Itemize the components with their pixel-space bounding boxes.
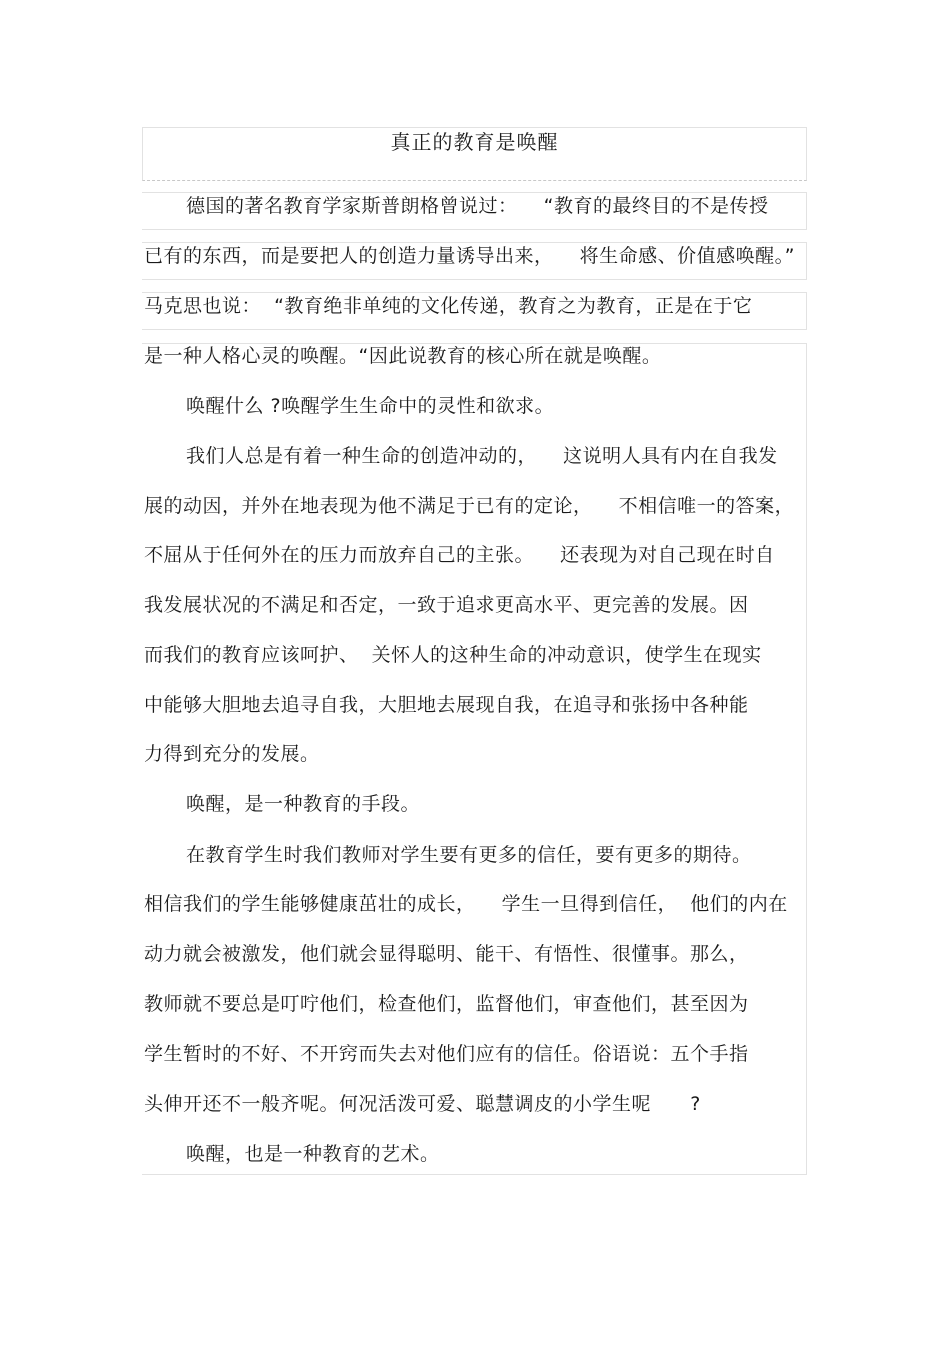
paragraph-line: 展的动因，并外在地表现为他不满足于已有的定论， 不相信唯一的答案， [144, 495, 795, 517]
paragraph-line: 学生暂时的不好、不开窍而失去对他们应有的信任。俗语说：五个手指 [144, 1043, 749, 1065]
paragraph-line: 唤醒，是一种教育的手段。 [186, 793, 421, 815]
paragraph-line: 是一种人格心灵的唤醒。“因此说教育的核心所在就是唤醒。 [144, 345, 662, 367]
paragraph-line: 而我们的教育应该呵护、 关怀人的这种生命的冲动意识，使学生在现实 [144, 644, 762, 666]
document-title: 真正的教育是唤醒 [390, 130, 559, 154]
paragraph-line: 动力就会被激发，他们就会显得聪明、能干、有悟性、很懂事。那么， [144, 943, 749, 965]
paragraph-line: 唤醒，也是一种教育的艺术。 [186, 1143, 440, 1165]
paragraph-line: 马克思也说： “教育绝非单纯的文化传递，教育之为教育，正是在于它 [144, 295, 753, 317]
paragraph-line: 我们人总是有着一种生命的创造冲动的， 这说明人具有内在自我发 [186, 445, 778, 467]
paragraph-line: 不屈从于任何外在的压力而放弃自己的主张。 还表现为对自己现在时自 [144, 544, 775, 566]
paragraph-line: 已有的东西，而是要把人的创造力量诱导出来， 将生命感、价值感唤醒。” [144, 245, 796, 267]
paragraph-line: 相信我们的学生能够健康茁壮的成长， 学生一旦得到信任， 他们的内在 [144, 893, 788, 915]
paragraph-line: 我发展状况的不满足和否定，一致于追求更高水平、更完善的发展。因 [144, 594, 749, 616]
paragraph-line: 中能够大胆地去追寻自我，大胆地去展现自我，在追寻和张扬中各种能 [144, 694, 749, 716]
paragraph-line: 唤醒什么 ?唤醒学生生命中的灵性和欲求。 [186, 395, 555, 417]
paragraph-line: 德国的著名教育学家斯普朗格曾说过： “教育的最终目的不是传授 [186, 195, 769, 217]
paragraph-line: 头伸开还不一般齐呢。何况活泼可爱、聪慧调皮的小学生呢 ? [144, 1093, 701, 1115]
paragraph-line: 力得到充分的发展。 [144, 743, 320, 765]
paragraph-line: 在教育学生时我们教师对学生要有更多的信任，要有更多的期待。 [186, 844, 752, 866]
paragraph-line: 教师就不要总是叮咛他们，检查他们，监督他们，审查他们，甚至因为 [144, 993, 749, 1015]
